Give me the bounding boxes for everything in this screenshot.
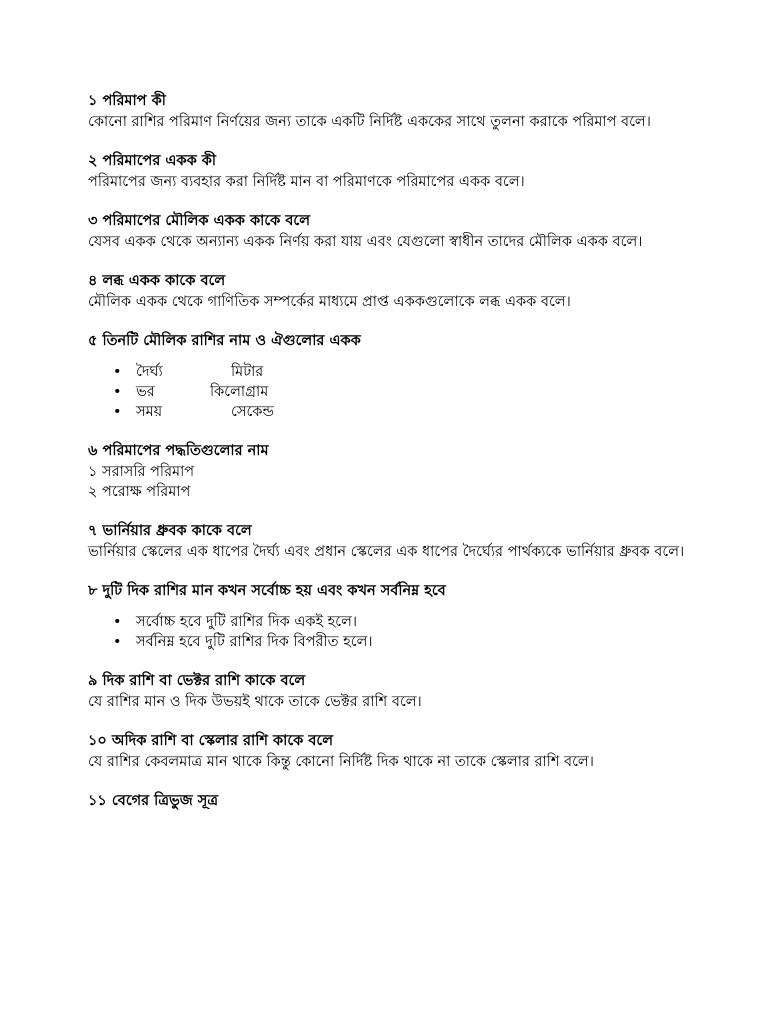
- section-1: [88, 91, 688, 132]
- quantity-name: দৈর্ঘ্য: [136, 364, 163, 380]
- section-heading: ৪ লব্ধ একক কাকে বলে: [88, 273, 226, 289]
- section-heading: ১১ বেগের ত্রিভুজ সূত্র: [88, 793, 219, 809]
- section-9: [88, 671, 688, 712]
- quantity-unit: কিলোগ্রাম: [210, 384, 269, 400]
- section-body: পরিমাপের জন্য ব্যবহার করা নির্দিষ্ট মান বা পরিমাণকে পরিমাপের একক বলে।: [88, 174, 525, 190]
- section-4: [88, 271, 688, 312]
- section-body: মৌলিক একক থেকে গাণিতিক সম্পর্কের মাধ্যমে প্রাপ্ত এককগুলোকে লব্ধ একক বলে।: [88, 294, 571, 310]
- list-item: [88, 362, 688, 382]
- bullet-icon: •: [113, 634, 122, 650]
- list-item-text: সর্বোচ্চ হবে দুটি রাশির দিক একই হলে।: [136, 614, 358, 630]
- section-3: [88, 211, 688, 252]
- section-body: যে রাশির কেবলমাত্র মান থাকে কিন্তু কোনো নির্দিষ্ট দিক থাকে না তাকে স্কেলার রাশি বলে।: [88, 754, 594, 770]
- section-heading: ৫ তিনটি মৌলিক রাশির নাম ও ঐগুলোর একক: [88, 333, 361, 349]
- section-8: [88, 581, 688, 652]
- bullet-icon: •: [113, 404, 122, 420]
- numbered-line: ২ পরোক্ষ পরিমাপ: [88, 484, 191, 500]
- quantity-unit: সেকেন্ড: [231, 404, 275, 420]
- quantity-name: সময়: [136, 404, 163, 420]
- list-item: [88, 382, 688, 402]
- bullet-list: [88, 612, 688, 652]
- section-body: ভার্নিয়ার স্কেলের এক ধাপের দৈর্ঘ্য এবং প্রধান স্কেলের এক ধাপের দৈর্ঘ্যের পার্থক্যকে ভার্নিয়ার ধ্রুবক বলে।: [88, 544, 685, 560]
- list-item-text: সর্বনিম্ন হবে দুটি রাশির দিক বিপরীত হলে।: [136, 634, 373, 650]
- section-heading: ৬ পরিমাপের পদ্ধতিগুলোর নাম: [88, 443, 269, 459]
- bullet-icon: •: [113, 614, 122, 630]
- numbered-line: ১ সরাসরি পরিমাপ: [88, 464, 195, 480]
- quantity-list: [88, 362, 688, 422]
- list-item: [88, 612, 688, 632]
- page-content: [88, 91, 688, 831]
- section-body: কোনো রাশির পরিমাণ নির্ণয়ের জন্য তাকে একটি নির্দিষ্ট এককের সাথে তুলনা করাকে পরিমাপ বলে।: [88, 114, 651, 130]
- section-heading: ৩ পরিমাপের মৌলিক একক কাকে বলে: [88, 213, 311, 229]
- list-item: [88, 402, 688, 422]
- section-heading: ৯ দিক রাশি বা ভেক্টর রাশি কাকে বলে: [88, 673, 306, 689]
- bullet-icon: •: [113, 384, 122, 400]
- quantity-name: ভর: [136, 384, 155, 400]
- section-5: [88, 331, 688, 422]
- quantity-unit: মিটার: [231, 364, 264, 380]
- section-11: [88, 791, 688, 812]
- list-item: [88, 632, 688, 652]
- section-7: [88, 521, 688, 562]
- section-heading: ৭ ভার্নিয়ার ধ্রুবক কাকে বলে: [88, 523, 252, 539]
- section-heading: ৮ দুটি দিক রাশির মান কখন সর্বোচ্চ হয় এবং কখন সর্বনিম্ন হবে: [88, 583, 446, 599]
- section-body: যে রাশির মান ও দিক উভয়ই থাকে তাকে ভেক্টর রাশি বলে।: [88, 694, 422, 710]
- section-heading: ১০ অদিক রাশি বা স্কেলার রাশি কাকে বলে: [88, 733, 334, 749]
- section-6: [88, 441, 688, 502]
- section-10: [88, 731, 688, 772]
- section-2: [88, 151, 688, 192]
- section-heading: ১ পরিমাপ কী: [88, 93, 166, 109]
- section-body: যেসব একক থেকে অন্যান্য একক নির্ণয় করা যায় এবং যেগুলো স্বাধীন তাদের মৌলিক একক বলে।: [88, 234, 643, 250]
- section-heading: ২ পরিমাপের একক কী: [88, 153, 217, 169]
- bullet-icon: •: [113, 364, 122, 380]
